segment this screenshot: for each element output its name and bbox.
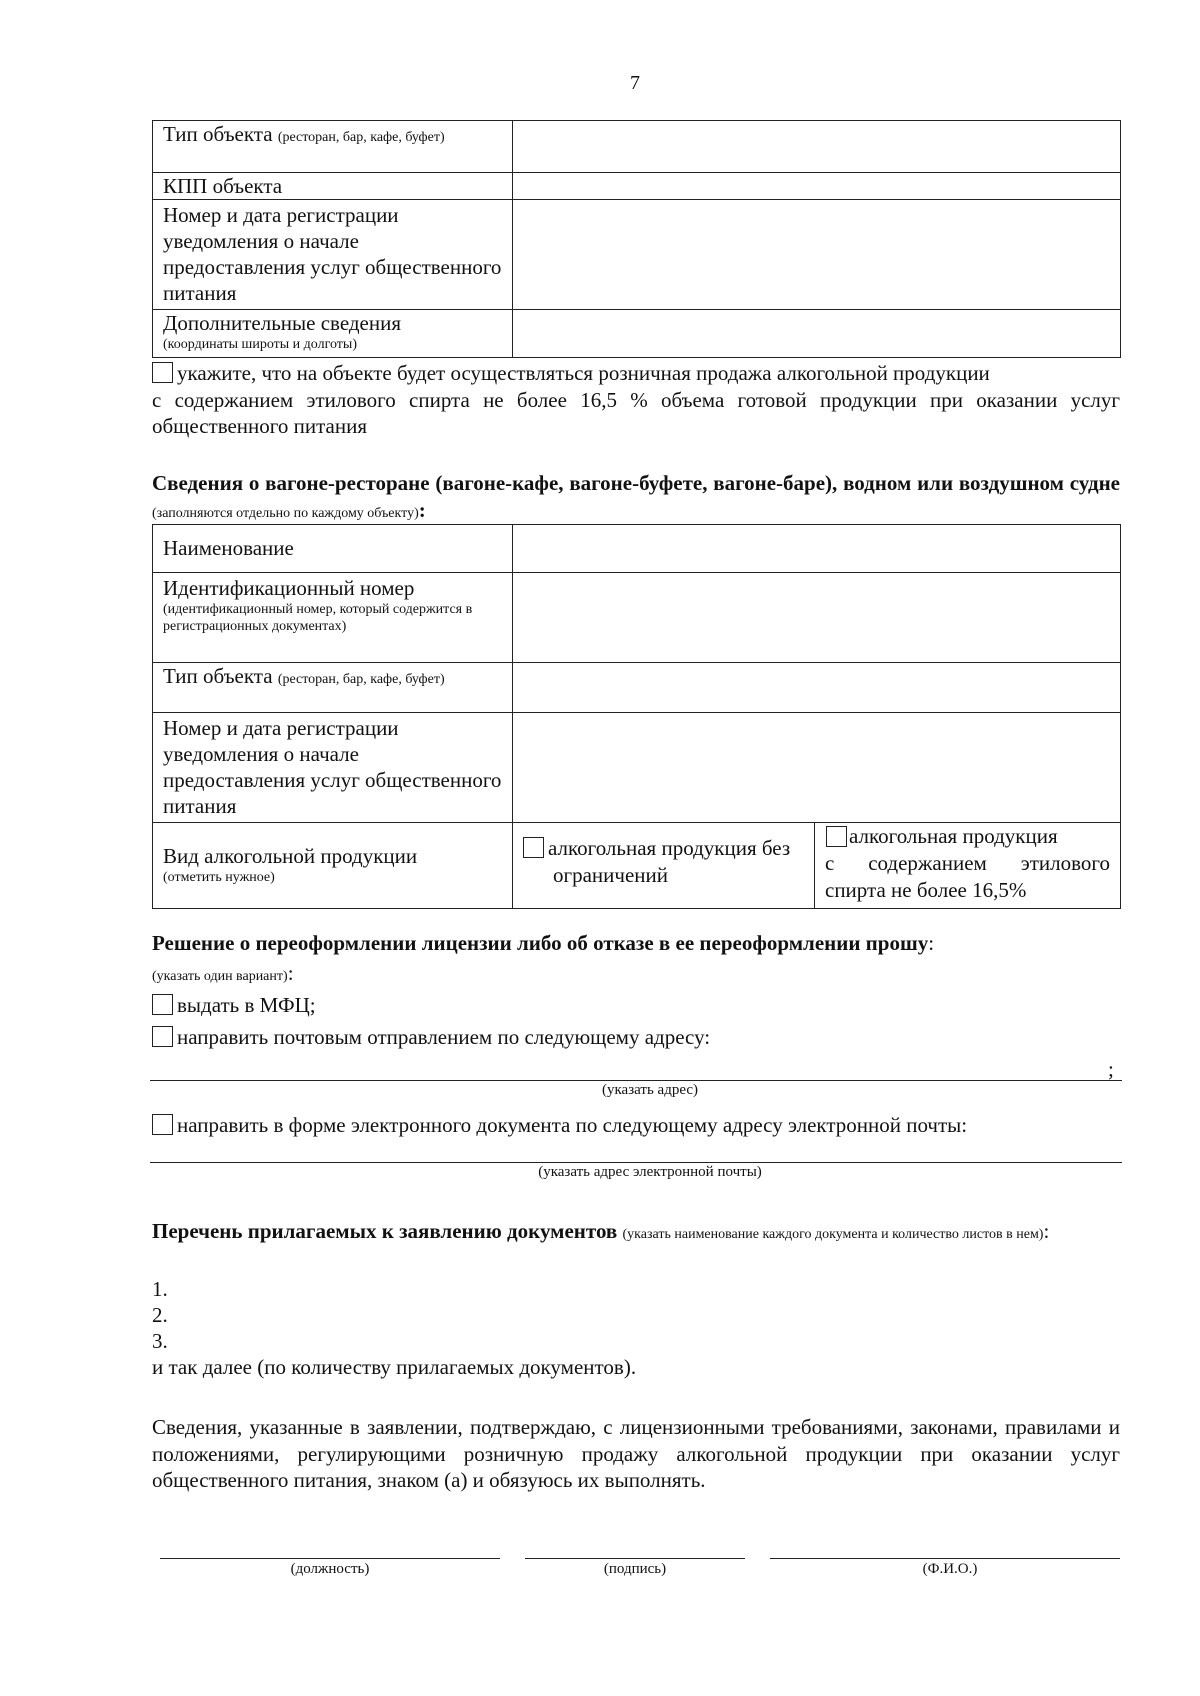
mfc-checkbox[interactable] (152, 994, 173, 1015)
signature-line[interactable] (525, 1558, 745, 1559)
attachments-heading-text: Перечень прилагаемых к заявлению документов (152, 1219, 618, 1243)
attachment-item-3: 3. (152, 1329, 168, 1353)
notification-label-cell (153, 200, 513, 310)
object-info-table (152, 120, 1121, 358)
option-2-rest: с содержанием этилового спирта не более 16,5% (825, 851, 1110, 902)
alcohol-sale-paragraph (152, 360, 1120, 440)
table-row (153, 173, 1121, 200)
name-label-cell (153, 525, 513, 573)
address-line[interactable] (150, 1080, 1122, 1081)
object-type-label-cell (153, 121, 513, 173)
name-line[interactable] (770, 1558, 1120, 1559)
alcohol-kind-option-1-cell (513, 823, 815, 909)
page-number: 7 (630, 72, 640, 94)
vehicle-heading-colon: : (418, 497, 426, 522)
attachment-item-1: 1. (152, 1277, 168, 1301)
decision-heading (152, 930, 1132, 957)
additional-info-field[interactable] (513, 310, 1121, 358)
id-number-label-cell (153, 573, 513, 663)
post-label: направить почтовым отправлением по следующему адресу: (177, 1025, 711, 1049)
name-caption: (Ф.И.О.) (922, 1561, 978, 1577)
decision-option-mfc (152, 992, 316, 1019)
address-caption: (указать адрес) (601, 1082, 699, 1098)
option-2-first-line: алкогольная продукция (849, 824, 1058, 848)
alcohol-kind-label: Вид алкогольной продукции (163, 844, 418, 868)
vehicle-type-note: (ресторан, бар, кафе, буфет) (277, 672, 445, 687)
attachments-tail: и так далее (по количеству прилагаемых документов). (152, 1355, 637, 1379)
decision-option-post (152, 1024, 710, 1051)
alcohol-kind-option-2 (825, 823, 1110, 904)
vehicle-notification-label: Номер и дата регистрации уведомления о начале предоставления услуг общественного питания (163, 716, 502, 818)
additional-info-note: (координаты широты и долготы) (163, 337, 357, 352)
vehicle-heading-text: Сведения о вагоне-ресторане (вагоне-кафе, вагоне-буфете, вагоне-баре), водном или воздушном судне (152, 471, 1120, 495)
vehicle-info-table (152, 524, 1121, 909)
kpp-label: КПП объекта (163, 174, 283, 198)
decision-note (152, 960, 294, 991)
vehicle-notification-field[interactable] (513, 713, 1121, 823)
table-row (153, 713, 1121, 823)
decision-heading-colon: : (928, 931, 935, 955)
email-label: направить в форме электронного документа по следующему адресу электронной почты: (177, 1113, 968, 1137)
alcohol-kind-option-2-cell (815, 823, 1121, 909)
additional-info-label-cell (153, 310, 513, 358)
address-end-mark: ; (1108, 1057, 1114, 1081)
decision-note-colon: : (287, 961, 294, 985)
mfc-label: выдать в МФЦ; (177, 993, 316, 1017)
name-label: Наименование (163, 536, 294, 560)
position-caption: (должность) (290, 1561, 370, 1577)
alcohol-sale-rest: с содержанием этилового спирта не более 16,5 % объема готовой продукции при оказании услуг общественного питания (152, 387, 1120, 438)
attachments-colon: : (1043, 1219, 1050, 1243)
signature-caption: (подпись) (603, 1561, 667, 1577)
decision-heading-text: Решение о переоформлении лицензии либо об отказе в ее переоформлении прошу (152, 931, 929, 955)
option-1-checkbox[interactable] (523, 837, 544, 858)
object-type-field[interactable] (513, 121, 1121, 173)
position-line[interactable] (160, 1558, 500, 1559)
attachments-note: (указать наименование каждого документа и количество листов в нем) (622, 1227, 1044, 1242)
decision-option-email (152, 1112, 967, 1139)
email-checkbox[interactable] (152, 1114, 173, 1135)
table-row (153, 121, 1121, 173)
object-type-label: Тип объекта (163, 122, 273, 146)
email-line[interactable] (150, 1162, 1122, 1163)
alcohol-sale-checkbox[interactable] (152, 362, 173, 383)
id-number-note: (идентификационный номер, который содержится в регистрационных документах) (163, 602, 473, 634)
vehicle-type-label-cell (153, 663, 513, 713)
confirmation-paragraph: Сведения, указанные в заявлении, подтверждаю, с лицензионными требованиями, законами, правилами и положениями, регулирующими розничную продажу алкогольной продукции при оказании услуг общественного питания, знаком (а) и обязуюсь их выполнять. (152, 1415, 1120, 1492)
table-row (153, 823, 1121, 909)
attachment-item-2: 2. (152, 1303, 168, 1327)
id-number-field[interactable] (513, 573, 1121, 663)
object-type-note: (ресторан, бар, кафе, буфет) (277, 130, 445, 145)
notification-field[interactable] (513, 200, 1121, 310)
option-2-checkbox[interactable] (826, 826, 847, 847)
kpp-field[interactable] (513, 173, 1121, 200)
vehicle-heading-note: (заполняются отдельно по каждому объекту) (152, 505, 419, 521)
email-caption: (указать адрес электронной почты) (538, 1164, 762, 1180)
table-row (153, 310, 1121, 358)
table-row (153, 200, 1121, 310)
vehicle-section-heading (152, 470, 1120, 527)
alcohol-kind-option-1 (523, 823, 804, 889)
name-field[interactable] (513, 525, 1121, 573)
alcohol-kind-note: (отметить нужное) (163, 870, 275, 885)
notification-label: Номер и дата регистрации уведомления о начале предоставления услуг общественного питания (163, 203, 502, 305)
table-row (153, 573, 1121, 663)
option-1-label: алкогольная продукция без ограничений (548, 836, 791, 887)
kpp-label-cell (153, 173, 513, 200)
table-row (153, 525, 1121, 573)
vehicle-notification-label-cell (153, 713, 513, 823)
post-checkbox[interactable] (152, 1026, 173, 1047)
decision-note-text: (указать один вариант) (152, 969, 288, 984)
id-number-label: Идентификационный номер (163, 576, 415, 600)
alcohol-kind-label-cell (153, 823, 513, 909)
vehicle-type-field[interactable] (513, 663, 1121, 713)
table-row (153, 663, 1121, 713)
additional-info-label: Дополнительные сведения (163, 311, 402, 335)
attachments-heading (152, 1218, 1132, 1249)
alcohol-sale-first-line: укажите, что на объекте будет осуществляться розничная продажа алкогольной продукции (177, 361, 990, 385)
vehicle-type-label: Тип объекта (163, 664, 273, 688)
